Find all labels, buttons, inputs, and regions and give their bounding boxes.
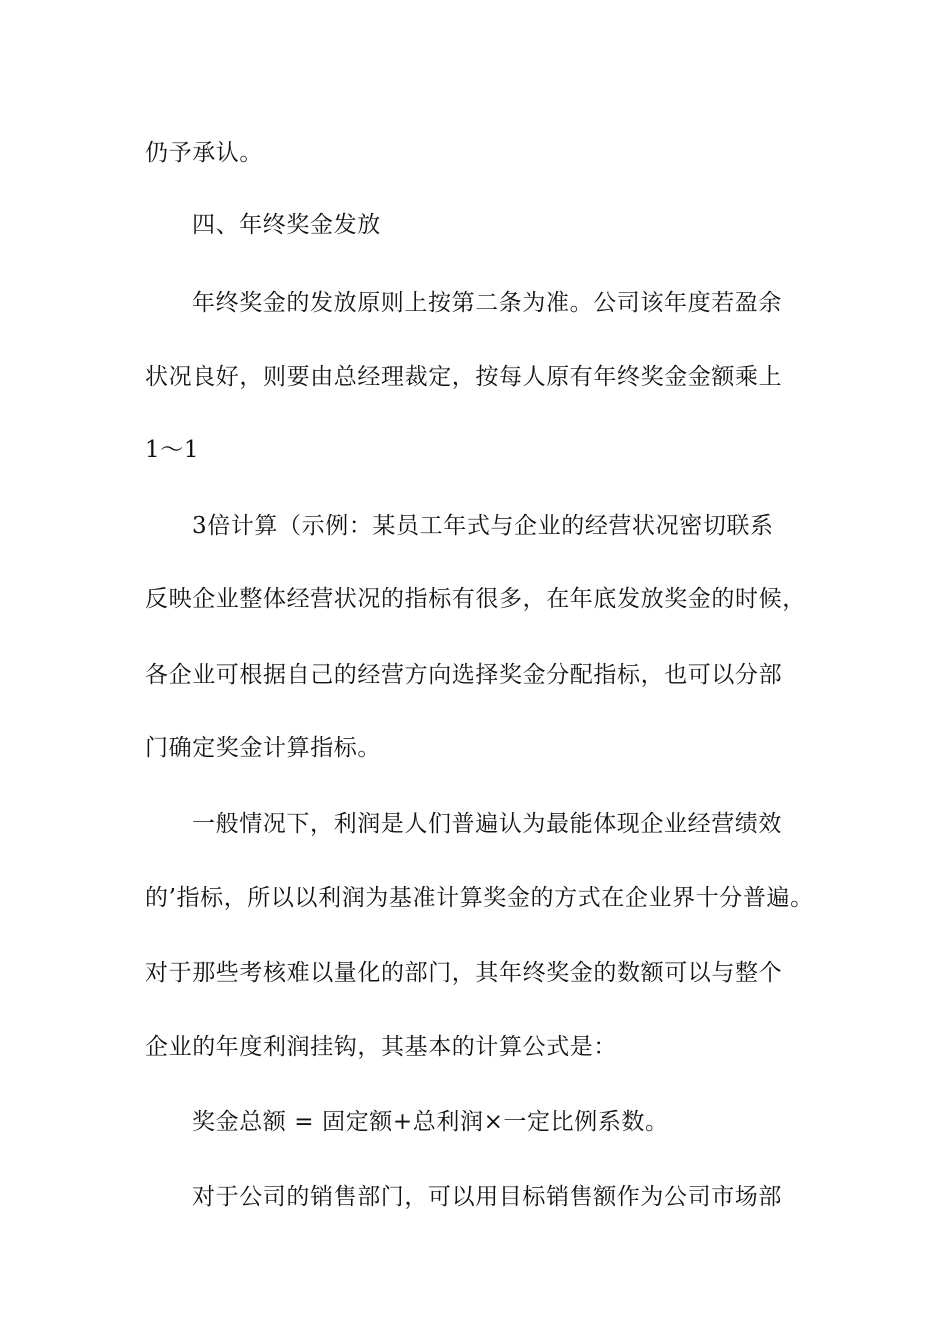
text-line: 反映企业整体经营状况的指标有很多，在年底发放奖金的时候， — [145, 586, 806, 612]
text-line: 1～1 — [145, 437, 200, 463]
formula-line: 奖金总额 = 固定额+总利润×一定比例系数。 — [192, 1109, 669, 1135]
text-line: 状况良好，则要由总经理裁定，按每人原有年终奖金金额乘上 — [145, 364, 783, 390]
text-line: 3倍计算（示例：某员工年式与企业的经营状况密切联系 — [192, 513, 774, 539]
section-heading: 四、年终奖金发放 — [192, 212, 381, 238]
text-line: 对于那些考核难以量化的部门，其年终奖金的数额可以与整个 — [145, 960, 783, 986]
text-line: 年终奖金的发放原则上按第二条为准。公司该年度若盈余 — [192, 290, 782, 316]
text-line: 一般情况下，利润是人们普遍认为最能体现企业经营绩效 — [192, 811, 782, 837]
text-line: 各企业可根据自己的经营方向选择奖金分配指标，也可以分部 — [145, 662, 783, 688]
text-line: 仍予承认。 — [145, 140, 263, 166]
text-line: 的’指标，所以以利润为基准计算奖金的方式在企业界十分普遍。 — [145, 885, 814, 911]
text-line: 对于公司的销售部门，可以用目标销售额作为公司市场部 — [192, 1184, 782, 1210]
text-line: 门确定奖金计算指标。 — [145, 735, 381, 761]
text-line: 企业的年度利润挂钩，其基本的计算公式是： — [145, 1034, 617, 1060]
